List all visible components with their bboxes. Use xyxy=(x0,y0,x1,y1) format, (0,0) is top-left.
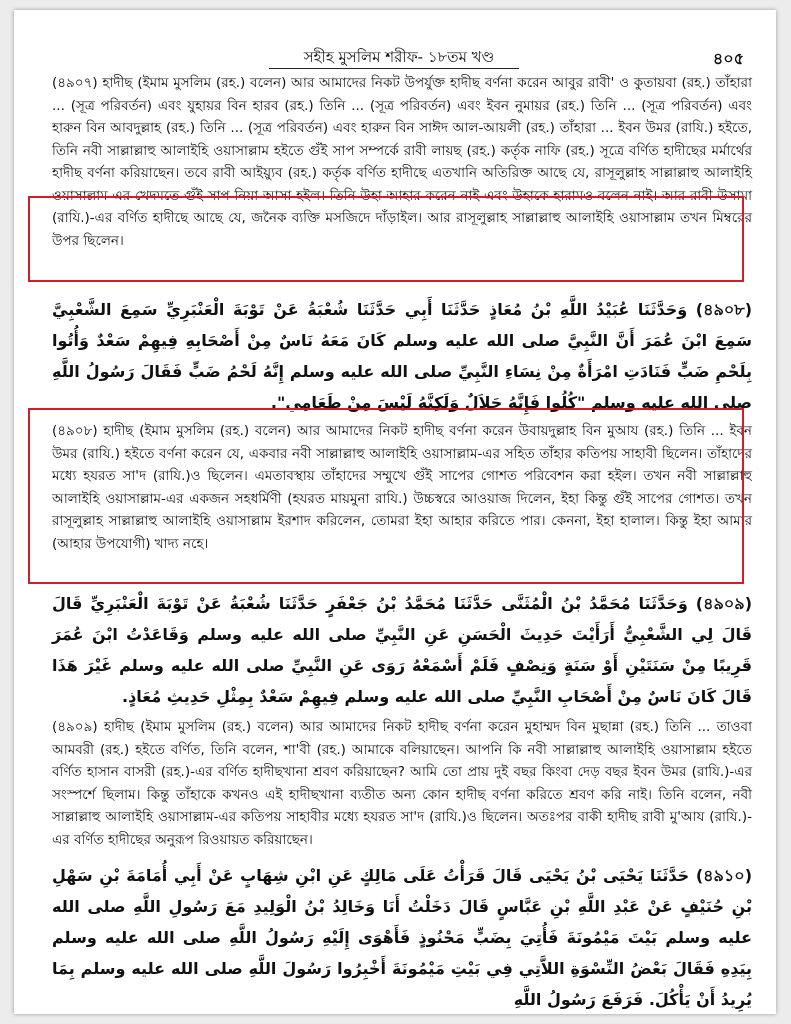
book-page xyxy=(14,10,776,1014)
hadith-4908-arabic: (৪৯০৮) وَحَدَّثَنَا عُبَيْدُ اللَّهِ بْنُ مُعَاذٍ حَدَّثَنَا أَبِي حَدَّثَنَا شُعْبَةُ عَنْ تَوْبَةَ الْعَنْبَرِيِّ سَمِعَ الشَّعْبِيَّ سَمِعَ ابْنَ عُمَرَ أَنَّ النَّبِيَّ صلى الله عليه وسلم كَانَ مَعَهُ نَاسٌ مِنْ أَصْحَابِهِ فِيهِمْ سَعْدٌ وَأُتُوا بِلَحْمِ ضَبٍّ فَنَادَتِ امْرَأَةٌ مِنْ نِسَاءِ النَّبِيِّ صلى الله عليه وسلم إِنَّهُ لَحْمُ ضَبٍّ فَقَالَ رَسُولُ اللَّهِ صلى الله عليه وسلم "كُلُوا فَإِنَّهُ حَلاَلٌ وَلَكِنَّهُ لَيْسَ مِنْ طَعَامِي". xyxy=(52,300,752,412)
header-underline xyxy=(269,68,519,69)
running-title: সহীহ মুসলিম শরীফ- ১৮তম খণ্ড xyxy=(303,48,495,66)
hadith-4910-arabic: (৪৯১০) حَدَّثَنَا يَحْيَى بْنُ يَحْيَى قَالَ قَرَأْتُ عَلَى مَالِكٍ عَنِ ابْنِ شِهَابٍ عَنْ أَبِي أُمَامَةَ بْنِ سَهْلِ بْنِ حُنَيْفٍ عَنْ عَبْدِ اللَّهِ بْنِ عَبَّاسٍ قَالَ دَخَلْتُ أَنَا وَخَالِدُ بْنُ الْوَلِيدِ مَعَ رَسُولِ اللَّهِ صلى الله عليه وسلم بَيْتَ مَيْمُونَةَ فَأُتِيَ بِضَبٍّ مَحْنُوذٍ فَأَهْوَى إِلَيْهِ رَسُولُ اللَّهِ صلى الله عليه وسلم بِيَدِهِ فَقَالَ بَعْضُ النِّسْوَةِ اللاَّتِي فِي بَيْتِ مَيْمُونَةَ أَخْبِرُوا رَسُولَ اللَّهِ صلى الله عليه وسلم بِمَا يُرِيدُ أَنْ يَأْكُلَ. فَرَفَعَ رَسُولُ اللَّهِ xyxy=(52,866,752,1009)
hadith-4909-arabic: (৪৯০৯) وَحَدَّثَنَا مُحَمَّدُ بْنُ الْمُثَنَّى حَدَّثَنَا مُحَمَّدُ بْنُ جَعْفَرٍ حَدَّثَنَا شُعْبَةُ عَنْ تَوْبَةَ الْعَنْبَرِيِّ قَالَ قَالَ لِي الشَّعْبِيُّ أَرَأَيْتَ حَدِيثَ الْحَسَنِ عَنِ النَّبِيِّ صلى الله عليه وسلم وَقَاعَدْتُ ابْنَ عُمَرَ قَرِيبًا مِنْ سَنَتَيْنِ أَوْ سَنَةٍ وَنِصْفٍ فَلَمْ أَسْمَعْهُ رَوَى عَنِ النَّبِيِّ صلى الله عليه وسلم غَيْرَ هَذَا قَالَ كَانَ نَاسٌ مِنْ أَصْحَابِ النَّبِيِّ صلى الله عليه وسلم فِيهِمْ سَعْدٌ بِمِثْلِ حَدِيثِ مُعَاذٍ. xyxy=(52,594,752,706)
hadith-4909-translation: (৪৯০৯) হাদীছ (ইমাম মুসলিম (রহ.) বলেন) আর আমাদের নিকট হাদীছ বর্ণনা করেন মুহাম্মদ বিন মুছান্না (রহ.) তিনি ... তাওবা আমবরী (রহ.) হইতে বর্ণিত, তিনি বলেন, শা'বী (রহ.) আমাকে বলিয়াছেন। আপনি কি নবী সাল্লাল্লাহু আলাইহি ওয়াসাল্লাম হইতে বর্ণিত হাসান বাসরী (রহ.)-এর বর্ণিত হাদীছখানা শ্রবণ করিয়াছেন? আমি তো প্রায় দুই বছর কিংবা দেড় বছর ইবন উমর (রাযি.)-এর সংস্পর্শে ছিলাম। কিন্তু তাঁহাকে কখনও এই হাদীছখানা ব্যতীত অন্য কোন হাদীছ বর্ণনা করিতে শ্রবণ করি নাই। তিনি বলেন, নবী সাল্লাল্লাহু আলাইহি ওয়াসাল্লাম-এর কতিপয় সাহাবীর মধ্যে হযরত সা'দ (রাযি.)ও ছিলেন। অতঃপর বাকী হাদীছ রাবী মু'আয (রাযি.)-এর বর্ণিত হাদীছের অনুরূপ রিওয়ায়ত করিয়াছেন। xyxy=(52,719,752,848)
highlight-box-4908 xyxy=(28,408,744,584)
highlight-box-4907 xyxy=(28,196,744,282)
hadith-4907-translation: (৪৯০৭) হাদীছ (ইমাম মুসলিম (রহ.) বলেন) আর আমাদের নিকট উপর্যুক্ত হাদীছ বর্ণনা করেন আবুর রাবী' ও কুতায়বা (রহ.) তাঁহারা ... (সূত্র পরিবর্তন) এবং যুহায়র বিন হারব (রহ.) তিনি ... (সূত্র পরিবর্তন) এবং ইবন নুমায়র (রহ.) তিনি ... (সূত্র পরিবর্তন) এবং হারুন বিন আবদুল্লাহ (রহ.) তিনি ... (সূত্র পরিবর্তন) এবং হারুন বিন সাঈদ আল-আয়লী (রহ.) তাঁহারা ... ইবন উমর (রাযি.) হইতে, তিনি নবী সাল্লাল্লাহু আলাইহি ওয়াসাল্লাম হইতে গুঁই সাপ সম্পর্কে রাবী লায়ছ (রহ.) কর্তৃক নাফি (রহ.) সূত্রে বর্ণিত হাদীছের মর্মার্থের হাদীছ বর্ণনা করিয়াছেন। তবে রাবী আইয়্যুব (রহ.) কর্তৃক বর্ণিত হাদীছে এতখানি অতিরিক্ত আছে যে, রাসূলুল্লাহ সাল্লাল্লাহু আলাইহি ওয়াসাল্লাম-এর খেদমতে গুঁই সাপ নিয়া আসা হইল। তিনি উহা আহার করেন নাই এবং উহাকে হারামও বলেন নাই। আর রাবী উসামা (রাযি.)-এর বর্ণিত হাদীছে আছে যে, জনৈক ব্যক্তি মসজিদে দাঁড়াইল। আর রাসূলুল্লাহ সাল্লাল্লাহু আলাইহি ওয়াসাল্লাম তখন মিম্বরের উপর ছিলেন। xyxy=(52,75,752,249)
hadith-4908-translation: (৪৯০৮) হাদীছ (ইমাম মুসলিম (রহ.) বলেন) আর আমাদের নিকট হাদীছ বর্ণনা করেন উবায়দুল্লাহ বিন মুআয (রহ.) তিনি ... ইবন উমর (রাযি.) হইতে বর্ণনা করেন যে, একবার নবী সাল্লাল্লাহু আলাইহি ওয়াসাল্লাম-এর সহিত তাঁহার কতিপয় সাহাবী ছিলেন। তাঁহাদের মধ্যে হযরত সা'দ (রাযি.)ও ছিলেন। এমতাবস্থায় তাঁহাদের সম্মুখে গুঁই সাপের গোশত পরিবেশন করা হইল। তখন নবী সাল্লাল্লাহু আলাইহি ওয়াসাল্লাম-এর একজন সহধর্মিণী (হযরত মায়মুনা রাযি.) উচ্চস্বরে আওয়াজ দিলেন, ইহা কিন্তু গুঁই সাপের গোশত। তখন রাসূলুল্লাহ সাল্লাল্লাহু আলাইহি ওয়াসাল্লাম ইরশাদ করিলেন, তোমরা ইহা আহার করিতে পার। কেননা, ইহা হালাল। কিন্তু ইহা আমার (আহার উপযোগী) খাদ্য নহে। xyxy=(52,423,752,552)
page-number: ৪০৫ xyxy=(712,49,744,68)
page-header xyxy=(54,46,744,74)
